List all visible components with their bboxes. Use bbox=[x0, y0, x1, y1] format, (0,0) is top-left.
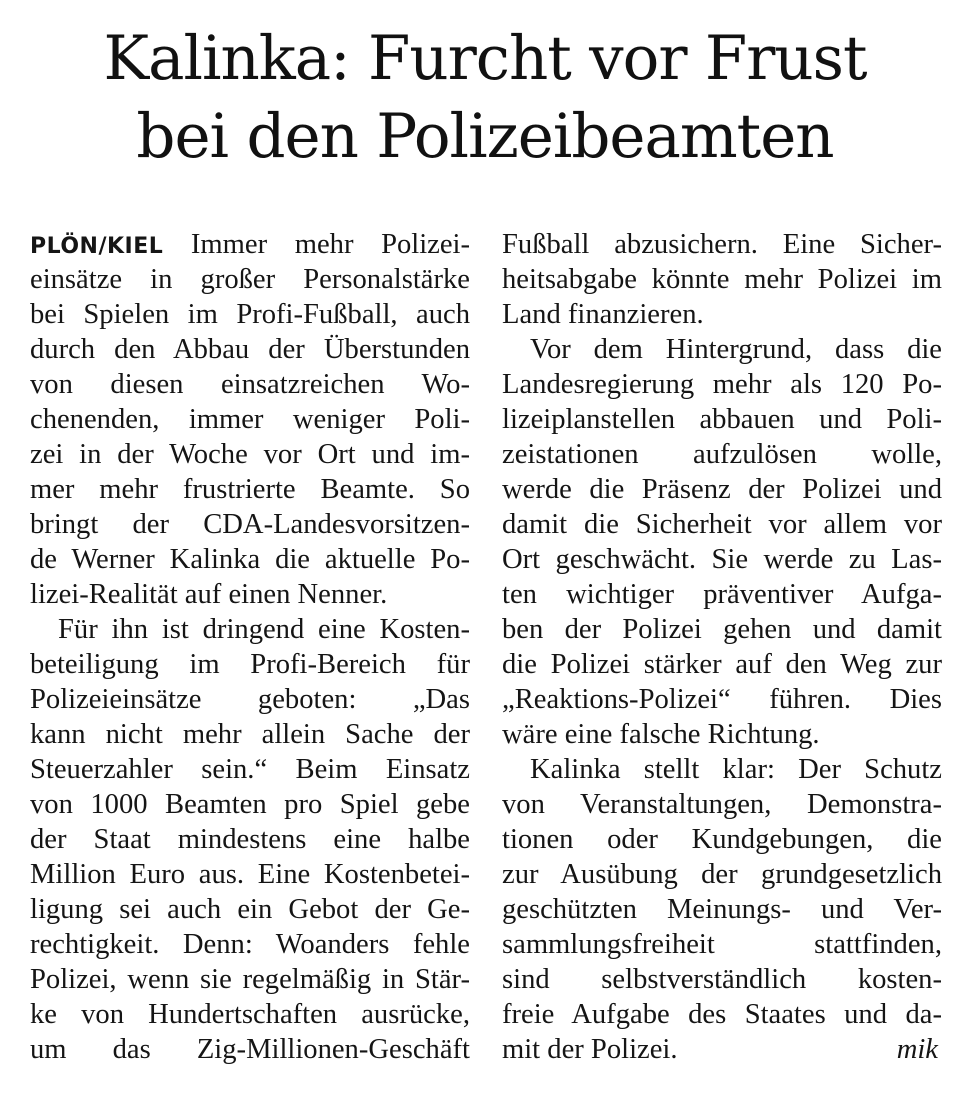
text-line bbox=[502, 717, 942, 752]
article-column-left bbox=[30, 227, 470, 1067]
text-line-content: wäre eine falsche Richtung. bbox=[502, 719, 820, 750]
text-line-content: de Werner Kalinka die aktuelle Po- bbox=[30, 544, 470, 575]
text-line-content: kann nicht mehr allein Sache der bbox=[30, 719, 470, 750]
text-line bbox=[30, 367, 470, 402]
text-line bbox=[30, 857, 470, 892]
headline-line: bei den Polizeibeamten bbox=[136, 101, 834, 172]
text-line bbox=[502, 402, 942, 437]
text-line-content: geschützten Meinungs- und Ver- bbox=[502, 894, 942, 925]
text-line-content: chenenden, immer weniger Poli- bbox=[30, 404, 470, 435]
text-line-content: tionen oder Kundgebungen, die bbox=[502, 824, 942, 855]
text-line-content: Steuerzahler sein.“ Beim Einsatz bbox=[30, 754, 470, 785]
text-line bbox=[502, 787, 942, 822]
text-line bbox=[30, 402, 470, 437]
text-line-content: zur Ausübung der grundgesetzlich bbox=[502, 859, 942, 890]
text-line bbox=[30, 647, 470, 682]
text-line bbox=[30, 227, 470, 262]
text-line-content: die Polizei stärker auf den Weg zur bbox=[502, 649, 942, 680]
headline-line: Kalinka: Furcht vor Frust bbox=[103, 23, 867, 94]
text-line bbox=[30, 472, 470, 507]
text-line bbox=[502, 612, 942, 647]
text-line bbox=[502, 822, 942, 857]
text-line-content: durch den Abbau der Überstunden bbox=[30, 334, 470, 365]
text-line bbox=[30, 962, 470, 997]
article-headline bbox=[30, 20, 940, 176]
text-line bbox=[30, 1032, 470, 1067]
text-line bbox=[502, 1032, 942, 1067]
text-line-content: sind selbstverständlich kosten- bbox=[502, 964, 942, 995]
text-line-content: zei in der Woche vor Ort und im- bbox=[30, 439, 470, 470]
text-line bbox=[502, 927, 942, 962]
text-line bbox=[502, 332, 942, 367]
text-line bbox=[502, 262, 942, 297]
text-line-content: „Reaktions-Polizei“ führen. Dies bbox=[502, 684, 942, 715]
text-line bbox=[30, 717, 470, 752]
text-line-content: Immer mehr Polizei- bbox=[190, 229, 471, 260]
text-line-content: Ort geschwächt. Sie werde zu Las- bbox=[502, 544, 942, 575]
text-line bbox=[30, 822, 470, 857]
text-line-content: Million Euro aus. Eine Kostenbetei- bbox=[30, 859, 470, 890]
text-line bbox=[502, 962, 942, 997]
text-line-content: werde die Präsenz der Polizei und bbox=[502, 474, 942, 505]
text-line-content: mit der Polizei. bbox=[502, 1034, 678, 1065]
text-line-content: freie Aufgabe des Staates und da- bbox=[502, 999, 942, 1030]
text-line-content: Land finanzieren. bbox=[502, 299, 704, 330]
text-line bbox=[502, 437, 942, 472]
dateline: PLÖN/KIEL bbox=[30, 234, 164, 259]
text-line-content: einsätze in großer Personalstärke bbox=[30, 264, 470, 295]
text-line bbox=[502, 577, 942, 612]
text-line bbox=[30, 332, 470, 367]
author-initials: mik bbox=[896, 1034, 938, 1065]
text-line bbox=[30, 437, 470, 472]
text-line-content: Fußball abzusichern. Eine Sicher- bbox=[502, 229, 942, 260]
text-line-content: der Staat mindestens eine halbe bbox=[30, 824, 470, 855]
text-line bbox=[502, 297, 942, 332]
text-line-content: Für ihn ist dringend eine Kosten- bbox=[58, 614, 470, 645]
text-line-content: von Veranstaltungen, Demonstra- bbox=[502, 789, 942, 820]
text-line bbox=[30, 612, 470, 647]
text-line-content: zeistationen aufzulösen wolle, bbox=[502, 439, 942, 470]
text-line bbox=[502, 647, 942, 682]
text-line-content: lizei-Realität auf einen Nenner. bbox=[30, 579, 388, 610]
text-line bbox=[30, 752, 470, 787]
text-line-content: um das Zig-Millionen-Geschäft bbox=[30, 1034, 470, 1065]
text-line bbox=[30, 892, 470, 927]
text-line bbox=[30, 507, 470, 542]
text-line-content: Vor dem Hintergrund, dass die bbox=[530, 334, 942, 365]
text-line bbox=[502, 472, 942, 507]
text-line-content: Kalinka stellt klar: Der Schutz bbox=[530, 754, 942, 785]
text-line-content: Landesregierung mehr als 120 Po- bbox=[502, 369, 942, 400]
text-line-content: ke von Hundertschaften ausrücke, bbox=[30, 999, 470, 1030]
text-line bbox=[502, 507, 942, 542]
text-line-content: ben der Polizei gehen und damit bbox=[502, 614, 942, 645]
text-line-content: damit die Sicherheit vor allem vor bbox=[502, 509, 942, 540]
text-line-content: ligung sei auch ein Gebot der Ge- bbox=[30, 894, 470, 925]
text-line bbox=[30, 297, 470, 332]
text-line-content: rechtigkeit. Denn: Woanders fehle bbox=[30, 929, 470, 960]
text-line-content: von diesen einsatzreichen Wo- bbox=[30, 369, 470, 400]
text-line bbox=[30, 542, 470, 577]
text-line-content: heitsabgabe könnte mehr Polizei im bbox=[502, 264, 942, 295]
text-line bbox=[30, 577, 470, 612]
text-line bbox=[502, 752, 942, 787]
text-line bbox=[30, 787, 470, 822]
text-line bbox=[502, 997, 942, 1032]
text-line bbox=[30, 997, 470, 1032]
text-line bbox=[30, 262, 470, 297]
text-line bbox=[502, 682, 942, 717]
text-line-content: ten wichtiger präventiver Aufga- bbox=[502, 579, 942, 610]
text-line bbox=[30, 927, 470, 962]
text-line-content: beteiligung im Profi-Bereich für bbox=[30, 649, 470, 680]
text-line-content: lizeiplanstellen abbauen und Poli- bbox=[502, 404, 942, 435]
text-line bbox=[502, 542, 942, 577]
text-line-content: bei Spielen im Profi-Fußball, auch bbox=[30, 299, 470, 330]
text-line bbox=[502, 367, 942, 402]
text-line bbox=[502, 227, 942, 262]
text-line-content: Polizeieinsätze geboten: „Das bbox=[30, 684, 470, 715]
text-line bbox=[502, 892, 942, 927]
text-line-content: Polizei, wenn sie regelmäßig in Stär- bbox=[30, 964, 470, 995]
text-line-content: bringt der CDA-Landesvorsitzen- bbox=[30, 509, 470, 540]
text-line bbox=[30, 682, 470, 717]
text-line bbox=[502, 857, 942, 892]
text-line-content: mer mehr frustrierte Beamte. So bbox=[30, 474, 470, 505]
text-line-content: von 1000 Beamten pro Spiel gebe bbox=[30, 789, 470, 820]
text-line-content: sammlungsfreiheit stattfinden, bbox=[502, 929, 942, 960]
article-column-right bbox=[502, 227, 942, 1067]
